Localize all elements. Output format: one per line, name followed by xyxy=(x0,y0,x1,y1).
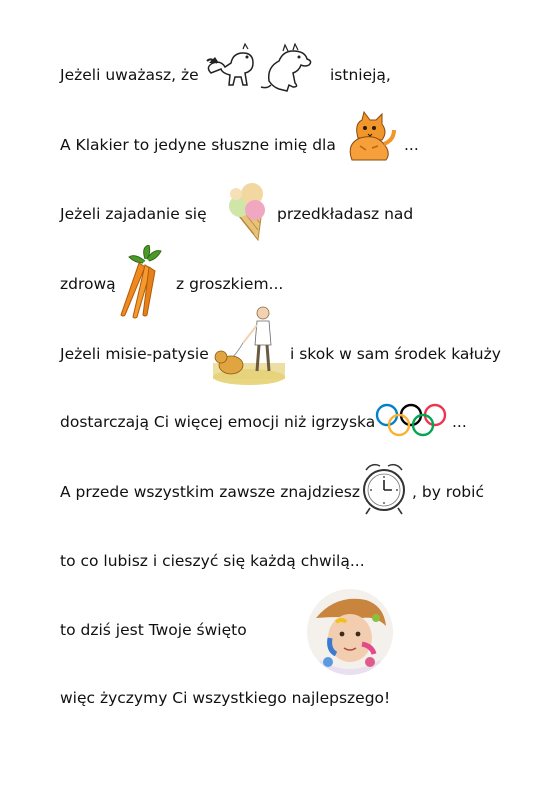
line-6-end: ... xyxy=(452,413,467,431)
line-2-end: ... xyxy=(404,136,419,154)
alarm-clock-image xyxy=(358,460,410,518)
cat-image xyxy=(344,110,396,164)
moomins-image xyxy=(205,43,327,95)
line-9: to dziś jest Twoje święto xyxy=(60,621,247,639)
child-photo-image xyxy=(306,588,394,676)
line-4-end: z groszkiem... xyxy=(176,275,284,293)
line-8: to co lubisz i cieszyć się każdą chwilą... xyxy=(60,552,365,570)
line-1-start: Jeżeli uważasz, że xyxy=(60,66,199,84)
line-3-start: Jeżeli zajadanie się xyxy=(60,205,207,223)
carrot-image xyxy=(115,245,171,319)
line-5-start: Jeżeli misie-patysie xyxy=(60,345,209,363)
olympic-rings-image xyxy=(374,402,448,438)
line-2-start: A Klakier to jedyne słuszne imię dla xyxy=(60,136,336,154)
line-1-end: istnieją, xyxy=(330,66,391,84)
line-10: więc życzymy Ci wszystkiego najlepszego! xyxy=(60,689,391,707)
line-5-end: i skok w sam środek kałuży xyxy=(290,345,501,363)
pooh-image xyxy=(211,303,287,385)
line-4-start: zdrową xyxy=(60,275,116,293)
line-3-end: przedkładasz nad xyxy=(277,205,414,223)
line-7-start: A przede wszystkim zawsze znajdziesz xyxy=(60,483,361,501)
line-6-start: dostarczają Ci więcej emocji niż igrzyska xyxy=(60,413,376,431)
line-7-end: , by robić xyxy=(412,483,484,501)
ice-cream-image xyxy=(222,180,268,242)
